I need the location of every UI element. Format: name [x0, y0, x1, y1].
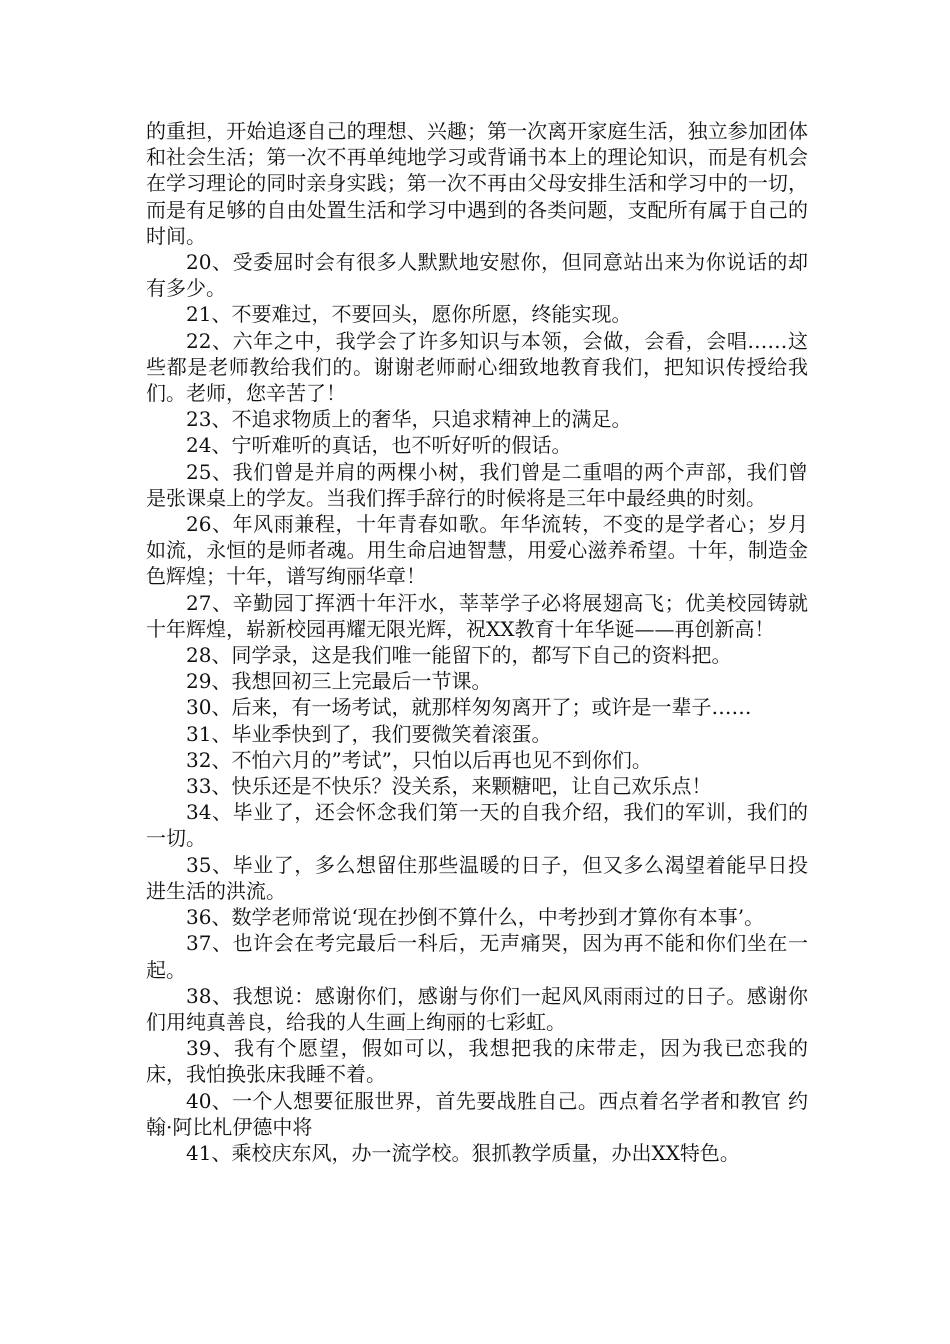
paragraph-29: 29、我想回初三上完最后一节课。: [186, 669, 492, 694]
paragraph-30: 30、后来，有一场考试，就那样匆匆离开了；或许是一辈子……: [186, 695, 752, 720]
paragraph-21: 21、不要难过，不要回头，愿你所愿，终能实现。: [186, 302, 632, 327]
paragraph-38: 38、我想说：感谢你们，感谢与你们一起风风雨雨过的日子。感谢你们用纯真善良，给我的人生画上绚丽的七彩虹。: [146, 983, 808, 1034]
paragraph-39: 39、我有个愿望，假如可以，我想把我的床带走，因为我已恋我的床，我怕换张床我睡不着。: [146, 1036, 808, 1087]
paragraph-23: 23、不追求物质上的奢华，只追求精神上的满足。: [186, 407, 632, 432]
paragraph-31: 31、毕业季快到了，我们要微笑着滚蛋。: [186, 721, 552, 746]
document-body: [146, 118, 808, 1166]
paragraph-continuation: 的重担，开始追逐自己的理想、兴趣；第一次离开家庭生活，独立参加团体和社会生活；第一次不再单纯地学习或背诵书本上的理论知识，而是有机会在学习理论的同时亲身实践；第一次不再由父母安排生活和学习中的一切，而是有足够的自由处置生活和学习中遇到的各类问题，支配所有属于自己的时间。: [146, 119, 808, 248]
paragraph-26: 26、年风雨兼程，十年青春如歌。年华流转，不变的是学者心；岁月如流，永恒的是师者魂。用生命启迪智慧，用爱心滋养希望。十年，制造金色辉煌；十年，谱写绚丽华章！: [146, 512, 808, 589]
paragraph-24: 24、宁听难听的真话，也不听好听的假话。: [186, 433, 572, 458]
paragraph-41: 41、乘校庆东风，办一流学校。狠抓教学质量，办出XX特色。: [186, 1140, 740, 1165]
paragraph-22: 22、六年之中，我学会了许多知识与本领，会做，会看，会唱……这些都是老师教给我们的。谢谢老师耐心细致地教育我们，把知识传授给我们。老师，您辛苦了！: [146, 328, 808, 406]
paragraph-40: 40、一个人想要征服世界，首先要战胜自己。西点着名学者和教官 约翰·阿比札伊德中将: [146, 1088, 808, 1139]
paragraph-37: 37、也许会在考完最后一科后，无声痛哭，因为再不能和你们坐在一起。: [146, 931, 808, 982]
paragraph-32: 32、不怕六月的”考试”，只怕以后再也见不到你们。: [186, 747, 652, 772]
paragraph-25: 25、我们曾是并肩的两棵小树，我们曾是二重唱的两个声部，我们曾是张课桌上的学友。当我们挥手辞行的时候将是三年中最经典的时刻。: [146, 459, 808, 510]
paragraph-33: 33、快乐还是不快乐？没关系，来颗糖吧，让自己欢乐点！: [186, 774, 712, 799]
paragraph-36: 36、数学老师常说‘现在抄倒不算什么，中考抄到才算你有本事’。: [186, 905, 765, 930]
paragraph-27: 27、辛勤园丁挥洒十年汗水，莘莘学子必将展翅高飞；优美校园铸就十年辉煌，崭新校园再耀无限光辉，祝XX教育十年华诞——再创新高！: [146, 590, 808, 641]
paragraph-28: 28、同学录，这是我们唯一能留下的，都写下自己的资料把。: [186, 643, 732, 668]
paragraph-20: 20、受委屈时会有很多人默默地安慰你，但同意站出来为你说话的却有多少。: [146, 250, 808, 301]
paragraph-35: 35、毕业了，多么想留住那些温暖的日子，但又多么渴望着能早日投进生活的洪流。: [146, 852, 808, 903]
paragraph-34: 34、毕业了，还会怀念我们第一天的自我介绍，我们的军训，我们的一切。: [146, 800, 808, 851]
